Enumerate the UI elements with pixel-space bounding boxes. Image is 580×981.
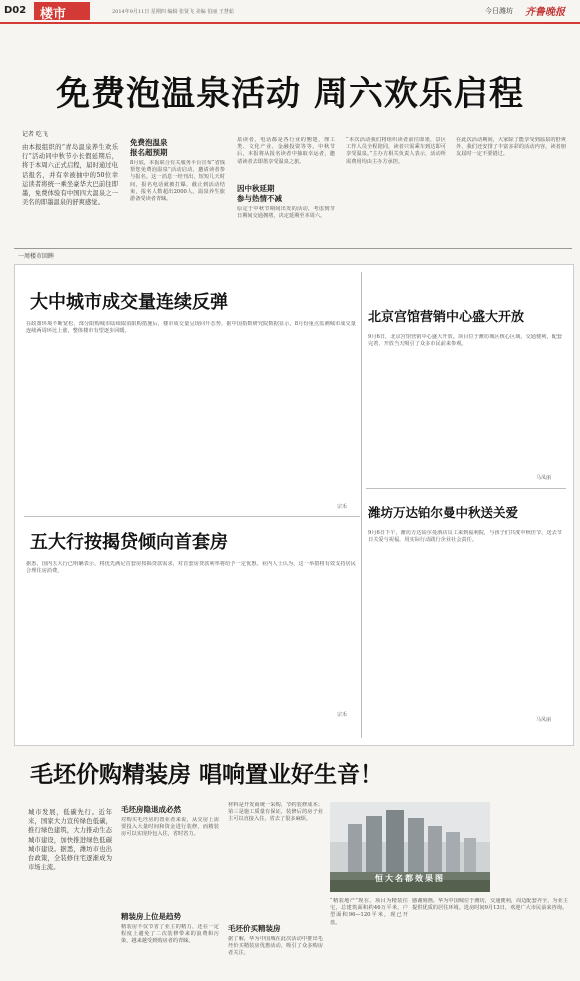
story4-author: 宗禾: [337, 712, 348, 718]
story1-col5: 在此次活动期间，大家除了能享受到温泉的舒爽外，我们还安排了丰富多彩的活动内容，读者朋友届时一定不要错过。: [456, 137, 566, 158]
story5-headline: 潍坊万达铂尔曼中秋送关爱: [368, 505, 519, 520]
column-divider: [361, 272, 362, 738]
story2-bottom-rule: [24, 516, 360, 517]
story2-headline: 大中城市成交量连续反弹: [30, 292, 228, 313]
story3-body: 9月6日，北京宫馆营销中心盛大开放。项目位于潍坊城区核心区域，交通便利，配套完善，开放当天吸引了众多市民前来参观。: [368, 334, 562, 348]
story1-lead: 由本报组织的“青岛温泉养生欢乐行”活动同中秋节小长假延期后，将于本周六正式启程，届时通过电话报名，并有幸被抽中的50位幸运读者将统一乘坐豪华大巴前往即墨，免费体验有中国四大温泉之一美名的即墨温泉的舒爽感觉。: [22, 144, 118, 207]
weekly-label: 一周楼市回眸: [18, 251, 57, 260]
section-name: 楼市: [40, 7, 67, 22]
story3-bottom-rule: [366, 488, 566, 489]
date-line: 2014年9月11日 星期四 编辑 张贤飞 美编 伯丽 王慧茹: [112, 9, 234, 15]
story1-col3: 泉读者，电话都是各行业的翘楚，理工类、文化产业、金融投资等等。中秋节后，本报将从报名读者中抽取幸运者，邀请读者去即墨享受温泉之旅。: [237, 137, 335, 165]
story6-subhead-3: 毛坯价买精装房: [228, 924, 281, 933]
story2-body: 在政策环境不断宽松，部分限购城市陆续取消限购措施后，楼市成交量呈现回升态势。据中国指数研究院数据显示，8月份重点监测城市成交量连续两周环比上涨，整体楼市有望逐步回暖。: [26, 321, 356, 335]
story2-author: 宗禾: [337, 504, 348, 510]
story1-subhead-2: 因中秋延期: [237, 184, 275, 193]
header-rule: [0, 22, 580, 24]
today-tag: 今日潍坊: [485, 7, 513, 15]
story6-col4: “精装地产”现在，项目为精装住宅，总建筑面积约46万平米，户型面积96—120平米，现已开盘。: [330, 898, 408, 926]
story1-headline: 免费泡温泉活动 周六欢乐启程: [56, 74, 524, 114]
story1-subhead-1: 免费泡温泉: [130, 138, 168, 147]
story6-col3b: 据了解，华为中国城在此次活动中推出毛坯价买精装房优惠活动，吸引了众多购房者关注。: [228, 936, 323, 957]
story6-col5: 感谢刻画。华为中国城位于潍坊，交通便利，周边配套齐全，为业主提供优质的居住环境。选房时间9月13日，欢迎广大市民前来咨询。: [412, 898, 568, 912]
story1-author: 记者 吃飞: [22, 131, 48, 138]
story6-lead: 城市发展，低碳先行。近年来，国家大力宣传绿色低碳，推行绿色建筑，大力推动生态城市建设，加快推进绿色低碳城市建设。据悉，潍坊市也出台政策，全装修住宅逐渐成为市场主流。: [28, 809, 112, 872]
story5-body: 9月6日下午，潍坊万达铂尔曼酒店员工来到福利院，与孩子们共度中秋佳节，送去节日关爱与祝福，用实际行动践行企业社会责任。: [368, 530, 562, 544]
story4-headline: 五大行按揭贷倾向首套房: [30, 532, 228, 553]
story6-headline: 毛坯价购精装房 唱响置业好生音！: [30, 762, 384, 788]
story1-subhead-1b: 报名超预期: [130, 148, 168, 157]
story6-col2: 对购买毛坯房的置业者来说，从交房上需要投入大量时间和资金进行装修，而精装房可以实现拎包入住，省时省力。: [121, 817, 219, 838]
story6-subhead-2: 精装房上位是趋势: [121, 912, 181, 921]
weekly-top-rule: [14, 248, 572, 249]
story6-col2b: 精装房不仅节省了业主的精力，还在一定程度上避免了二次装修带来的浪费和污染，越来越受到购房者的青睐。: [121, 924, 219, 945]
story1-col4: “本次活动我们将组织读者前往即墨，景区工作人员全程陪同，读者只需乘车到达即可享受温泉。”主办方相关负责人表示，活动所需费用均由主办方承担。: [346, 137, 446, 165]
story1-col3b: 原定于中秋节期间出发的活动，考虑到节日期间交通拥堵，决定延期至本周六。: [237, 206, 335, 220]
story1-subhead-2b: 参与热情不减: [237, 194, 282, 203]
page-number: D02: [4, 5, 27, 16]
story3-headline: 北京宫馆营销中心盛大开放: [368, 310, 525, 325]
story5-author: 马凤丽: [536, 717, 552, 723]
story6-subhead-1: 毛坯房隐退成必然: [121, 805, 181, 814]
photo-caption: 恒大名都效果图: [375, 873, 445, 883]
page-header: [0, 0, 580, 22]
story3-author: 马凤丽: [536, 475, 552, 481]
building-photo: [330, 802, 490, 892]
paper-name-logo: 齐鲁晚报: [525, 7, 565, 18]
story1-col2: 8月底，本报联合有关服务平台宣布“省钱帮您免费泡温泉”活动启动，邀请读者参与报名。这一消息一经刊出，短短几天时间，报名电话就被打爆，截止到活动结束，报名人数超出2000人。温泉养生旅游备受读者青睐。: [130, 160, 225, 203]
story6-col3: 材料是开发商统一采购，节约装修成本；第三是施工质量有保证，装修后的房子业主可以直接入住，省去了很多麻烦。: [228, 802, 323, 823]
story4-body: 据悉，国内五大行已明确表示，将优先满足首套房按揭贷款需求，对首套房贷款利率将给予一定优惠。业内人士认为，这一举措将有效支持居民合理住房消费。: [26, 561, 356, 575]
